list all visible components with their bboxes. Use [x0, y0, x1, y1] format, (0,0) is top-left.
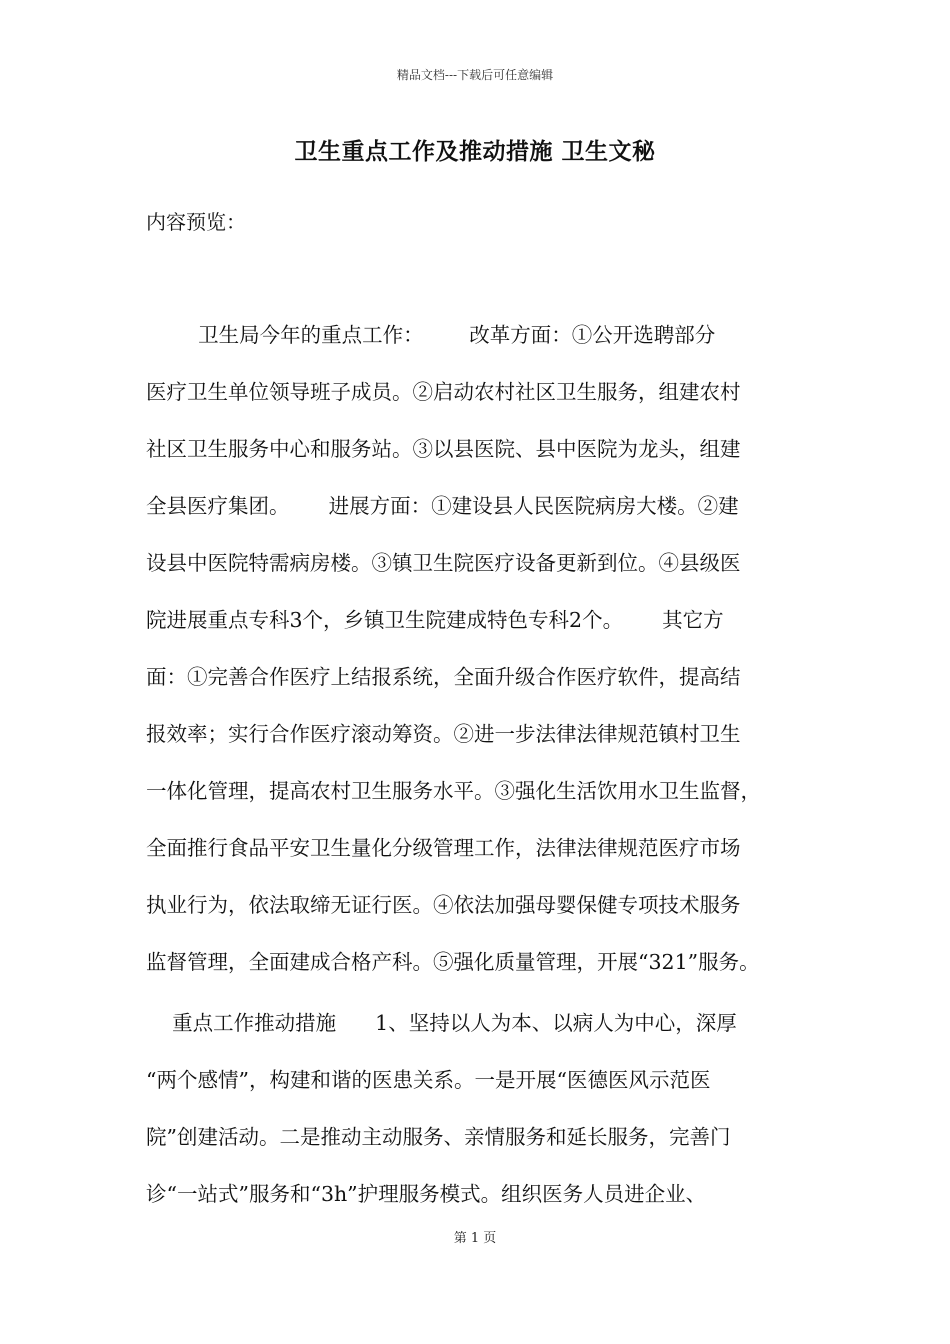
text-line: 报效率；实行合作医疗滚动筹资。②进一步法律法律规范镇村卫生	[146, 722, 741, 746]
text-line: 社区卫生服务中心和服务站。③以县医院、县中医院为龙头，组建	[146, 437, 741, 461]
text-line: 监督管理，全面建成合格产科。⑤强化质量管理，开展“321”服务。	[146, 950, 760, 974]
text-line: 院进展重点专科3个，乡镇卫生院建成特色专科2个。 其它方	[146, 608, 724, 632]
text-line: 医疗卫生单位领导班子成员。②启动农村社区卫生服务，组建农村	[146, 380, 741, 404]
text-line: 全县医疗集团。 进展方面：①建设县人民医院病房大楼。②建	[146, 494, 739, 518]
text-line: 全面推行食品平安卫生量化分级管理工作，法律法律规范医疗市场	[146, 836, 741, 860]
text-line: 设县中医院特需病房楼。③镇卫生院医疗设备更新到位。④县级医	[146, 551, 741, 575]
text-line: 卫生局今年的重点工作： 改革方面：①公开选聘部分	[146, 323, 716, 347]
text-line: “两个感情”，构建和谐的医患关系。一是开展“医德医风示范医	[146, 1068, 711, 1092]
page-number: 第 1 页	[453, 1231, 497, 1246]
text-line: 院”创建活动。二是推动主动服务、亲情服务和延长服务，完善门	[146, 1125, 731, 1149]
text-line: 执业行为，依法取缔无证行医。④依法加强母婴保健专项技术服务	[146, 893, 741, 917]
body-paragraph-2	[146, 995, 814, 1223]
header-note: 精品文档---下载后可任意编辑	[396, 68, 554, 82]
document-title: 卫生重点工作及推动措施 卫生文秘	[294, 138, 656, 165]
body-paragraph-1	[146, 307, 814, 991]
text-line: 重点工作推动措施 1、坚持以人为本、以病人为中心，深厚	[146, 1011, 737, 1035]
text-line: 面：①完善合作医疗上结报系统，全面升级合作医疗软件，提高结	[146, 665, 741, 689]
preview-label: 内容预览：	[146, 210, 246, 234]
text-line: 一体化管理，提高农村卫生服务水平。③强化生活饮用水卫生监督，	[146, 779, 761, 803]
text-line: 诊“一站式”服务和“3h”护理服务模式。组织医务人员进企业、	[146, 1182, 707, 1206]
